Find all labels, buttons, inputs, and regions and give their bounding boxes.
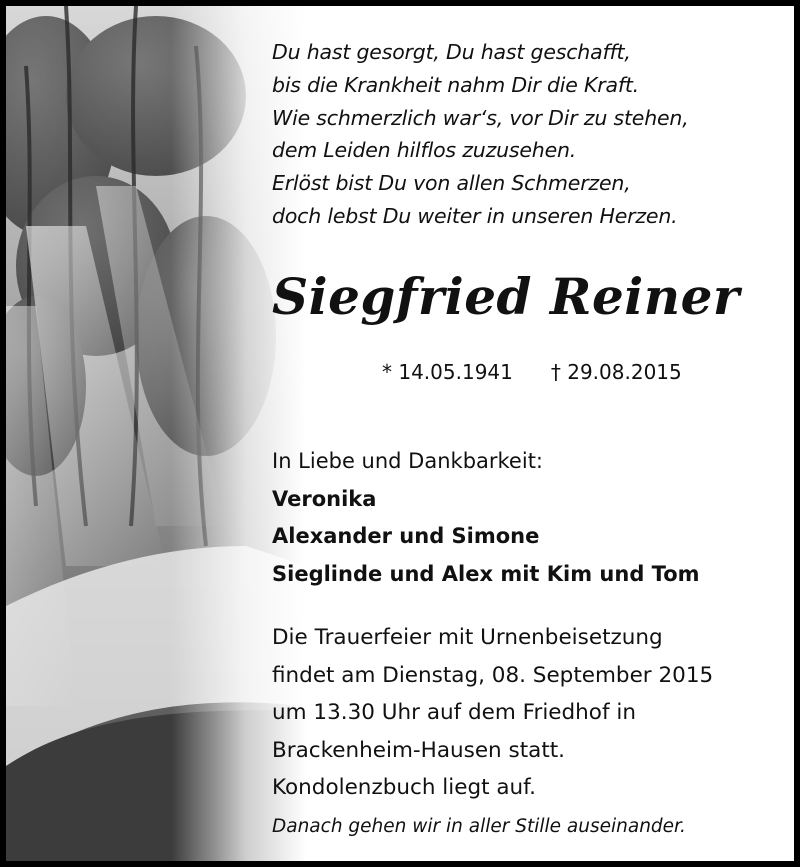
service-line: findet am Dienstag, 08. September 2015 (272, 662, 714, 688)
closing-note: Danach gehen wir in aller Stille auseinander. (272, 816, 686, 837)
mourners (272, 443, 700, 593)
mourners-intro: In Liebe und Dankbarkeit: (272, 449, 544, 473)
poem-line: bis die Krankheit nahm Dir die Kraft. (272, 72, 639, 97)
mourner-name: Veronika (272, 486, 377, 511)
service-details (272, 619, 713, 807)
poem-line: Wie schmerzlich war‘s, vor Dir zu stehen, (272, 105, 689, 130)
poem-line: Du hast gesorgt, Du hast geschafft, (272, 40, 631, 64)
death-date: † 29.08.2015 (550, 360, 682, 384)
poem-line: Erlöst bist Du von allen Schmerzen, (272, 171, 631, 196)
deceased-name: Siegfried Reiner (272, 267, 740, 326)
service-line: Kondolenzbuch liegt auf. (272, 775, 537, 800)
poem (272, 36, 689, 233)
mourner-name: Sieglinde und Alex mit Kim und Tom (272, 561, 700, 586)
poem-line: doch lebst Du weiter in unseren Herzen. (272, 203, 678, 228)
poem-line: dem Leiden hilflos zuzusehen. (272, 138, 577, 163)
mourner-name: Alexander und Simone (272, 524, 540, 548)
service-line: Brackenheim-Hausen statt. (272, 737, 566, 763)
service-line: Die Trauerfeier mit Urnenbeisetzung (272, 625, 663, 650)
service-line: um 13.30 Uhr auf dem Friedhof in (272, 700, 636, 725)
birth-date: * 14.05.1941 (382, 360, 513, 384)
forest-path-photo (6, 6, 306, 861)
life-dates (382, 357, 682, 387)
